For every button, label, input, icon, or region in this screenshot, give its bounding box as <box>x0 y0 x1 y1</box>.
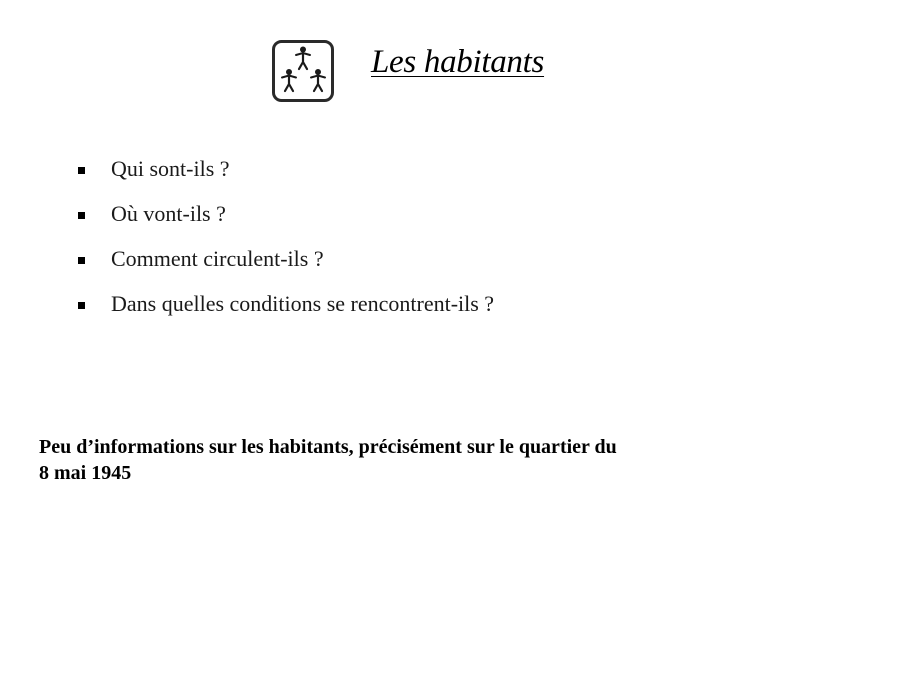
bullet-text: Où vont-ils ? <box>111 201 226 226</box>
people-group-icon <box>272 40 334 102</box>
note-line-2: 8 mai 1945 <box>39 462 132 484</box>
note-line-1: Peu d’informations sur les habitants, précisément sur le quartier du <box>39 436 617 458</box>
bullet-text: Comment circulent-ils ? <box>111 246 324 271</box>
slide-title: Les habitants <box>371 44 545 80</box>
square-bullet-icon <box>78 257 85 264</box>
square-bullet-icon <box>78 167 85 174</box>
bullet-text: Dans quelles conditions se rencontrent-ils ? <box>111 291 495 316</box>
square-bullet-icon <box>78 212 85 219</box>
bullet-text: Qui sont-ils ? <box>111 156 230 181</box>
note-paragraph <box>39 434 799 486</box>
square-bullet-icon <box>78 302 85 309</box>
